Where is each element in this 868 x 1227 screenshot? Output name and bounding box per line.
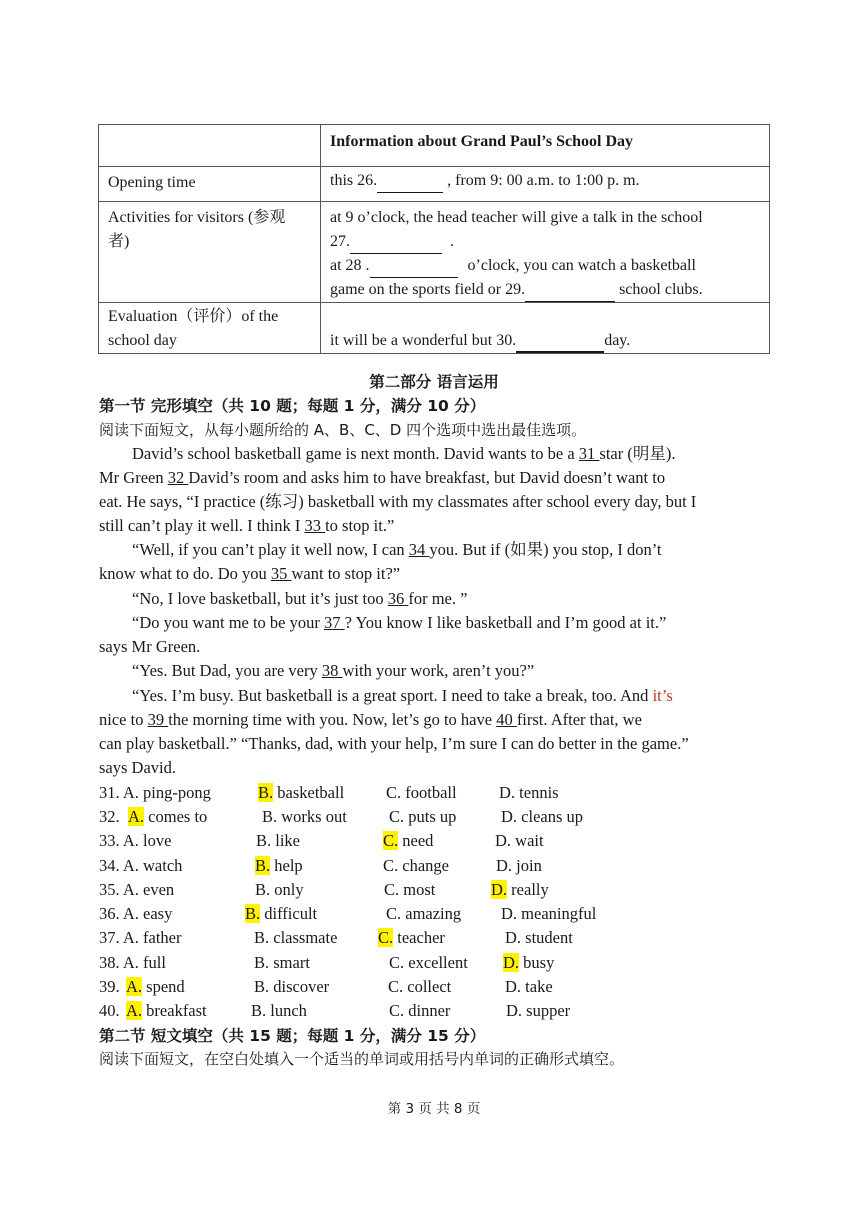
table-title: Information about Grand Paul’s School Day bbox=[321, 125, 770, 167]
blank-31: 31 bbox=[578, 444, 600, 463]
option-num: 31. A. ping-pong bbox=[99, 783, 211, 802]
option-num: 36. A. easy bbox=[99, 904, 173, 923]
option-num: 35. A. even bbox=[99, 880, 175, 899]
option-num: 32. bbox=[99, 807, 120, 826]
option-a: A. spend bbox=[126, 977, 185, 996]
passage-line: know what to do. Do you 35 want to stop it?” bbox=[99, 564, 401, 583]
option-d: D. wait bbox=[495, 831, 544, 850]
option-b: B. basketball bbox=[258, 783, 345, 802]
blank-36: 36 bbox=[387, 589, 409, 608]
option-c: C. football bbox=[386, 783, 457, 802]
table-row-opening bbox=[99, 167, 770, 202]
option-c: C. change bbox=[383, 856, 449, 875]
red-text: it’s bbox=[652, 686, 673, 705]
option-c: C. collect bbox=[388, 977, 452, 996]
passage-line: “Do you want me to be your 37 ? You know I like basketball and I’m good at it.” bbox=[132, 613, 667, 632]
option-b: B. lunch bbox=[251, 1001, 307, 1020]
option-c: C. most bbox=[384, 880, 436, 899]
blank-33: 33 bbox=[304, 516, 326, 535]
passage-line: “Yes. I’m busy. But basketball is a great sport. I need to take a break, too. And it’s bbox=[132, 686, 673, 705]
blank-34: 34 bbox=[408, 540, 430, 559]
cell-label: Activities for visitors (参观 者) bbox=[99, 202, 321, 303]
table-header-empty bbox=[99, 125, 321, 167]
section2-title: 第二节 短文填空（共 15 题；每题 1 分，满分 15 分） bbox=[99, 1027, 486, 1045]
passage-line: says Mr Green. bbox=[99, 637, 201, 656]
blank-38: 38 bbox=[321, 661, 343, 680]
passage-line: David’s school basketball game is next month. David wants to be a 31 star (明星). bbox=[132, 444, 676, 463]
cell-content: at 9 o’clock, the head teacher will give a talk in the school 27. . at 28 . o’clock, you can watch a basketball game on the sports field or 29. school clubs. bbox=[321, 202, 770, 303]
blank-32: 32 bbox=[167, 468, 189, 487]
blank-26 bbox=[377, 192, 443, 193]
option-c: C. need bbox=[383, 831, 434, 850]
section2-instructions: 阅读下面短文，在空白处填入一个适当的单词或用括号内单词的正确形式填空。 bbox=[99, 1050, 625, 1068]
option-num: 40. bbox=[99, 1001, 120, 1020]
passage-line: still can’t play it well. I think I 33 to stop it.” bbox=[99, 516, 395, 535]
option-d: D. join bbox=[496, 856, 542, 875]
passage-line: says David. bbox=[99, 758, 176, 777]
cell-content: it will be a wonderful but 30. day. bbox=[321, 303, 770, 354]
option-c: C. puts up bbox=[389, 807, 457, 826]
cell-content: this 26. , from 9: 00 a.m. to 1:00 p. m. bbox=[321, 167, 770, 202]
option-a: A. breakfast bbox=[126, 1001, 207, 1020]
option-d: D. busy bbox=[503, 953, 555, 972]
section1-title: 第一节 完形填空（共 10 题；每题 1 分，满分 10 分） bbox=[99, 397, 486, 415]
option-c: C. amazing bbox=[386, 904, 462, 923]
blank-37: 37 bbox=[324, 613, 345, 632]
option-c: C. dinner bbox=[389, 1001, 451, 1020]
table-header-row bbox=[99, 125, 770, 167]
part-title: 第二部分 语言运用 bbox=[369, 373, 499, 391]
cell-label: Opening time bbox=[99, 167, 321, 202]
option-num: 33. A. love bbox=[99, 831, 172, 850]
option-num: 37. A. father bbox=[99, 928, 182, 947]
option-num: 39. bbox=[99, 977, 120, 996]
passage-line: Mr Green 32 David’s room and asks him to have breakfast, but David doesn’t want to bbox=[99, 468, 666, 487]
cell-label: Evaluation（评价）of the school day bbox=[99, 303, 321, 354]
blank-35: 35 bbox=[270, 564, 292, 583]
blank-29 bbox=[525, 301, 615, 302]
option-b: B. classmate bbox=[254, 928, 338, 947]
option-b: B. help bbox=[255, 856, 303, 875]
option-b: B. smart bbox=[254, 953, 310, 972]
option-d: D. meaningful bbox=[501, 904, 597, 923]
page-footer: 第 3 页 共 8 页 bbox=[387, 1101, 481, 1117]
option-d: D. take bbox=[505, 977, 553, 996]
option-b: B. discover bbox=[254, 977, 330, 996]
section1-instructions: 阅读下面短文，从每小题所给的 A、B、C、D 四个选项中选出最佳选项。 bbox=[99, 421, 587, 439]
option-num: 38. A. full bbox=[99, 953, 166, 972]
option-c: C. excellent bbox=[389, 953, 468, 972]
option-c: C. teacher bbox=[378, 928, 445, 947]
blank-30 bbox=[516, 351, 604, 353]
option-b: B. difficult bbox=[245, 904, 318, 923]
option-d: D. cleans up bbox=[501, 807, 584, 826]
info-table bbox=[98, 124, 770, 354]
passage-line: eat. He says, “I practice (练习) basketball with my classmates after school every day, but I bbox=[99, 492, 697, 511]
passage-line: nice to 39 the morning time with you. Now, let’s go to have 40 first. After that, we bbox=[99, 710, 642, 729]
option-num: 34. A. watch bbox=[99, 856, 183, 875]
option-b: B. only bbox=[255, 880, 304, 899]
passage-line: can play basketball.” “Thanks, dad, with your help, I’m sure I can do better in the game.” bbox=[99, 734, 689, 753]
option-b: B. like bbox=[256, 831, 300, 850]
passage-line: “No, I love basketball, but it’s just too 36 for me. ” bbox=[132, 589, 468, 608]
passage-line: “Yes. But Dad, you are very 38 with your work, aren’t you?” bbox=[132, 661, 535, 680]
blank-40: 40 bbox=[496, 710, 517, 729]
option-b: B. works out bbox=[262, 807, 347, 826]
blank-39: 39 bbox=[147, 710, 169, 729]
table-row-evaluation bbox=[99, 303, 770, 354]
option-a: A. comes to bbox=[128, 807, 208, 826]
option-d: D. supper bbox=[506, 1001, 571, 1020]
option-d: D. really bbox=[491, 880, 549, 899]
table-row-activities bbox=[99, 202, 770, 303]
option-d: D. student bbox=[505, 928, 573, 947]
option-d: D. tennis bbox=[499, 783, 559, 802]
passage-line: “Well, if you can’t play it well now, I can 34 you. But if (如果) you stop, I don’t bbox=[132, 540, 662, 559]
